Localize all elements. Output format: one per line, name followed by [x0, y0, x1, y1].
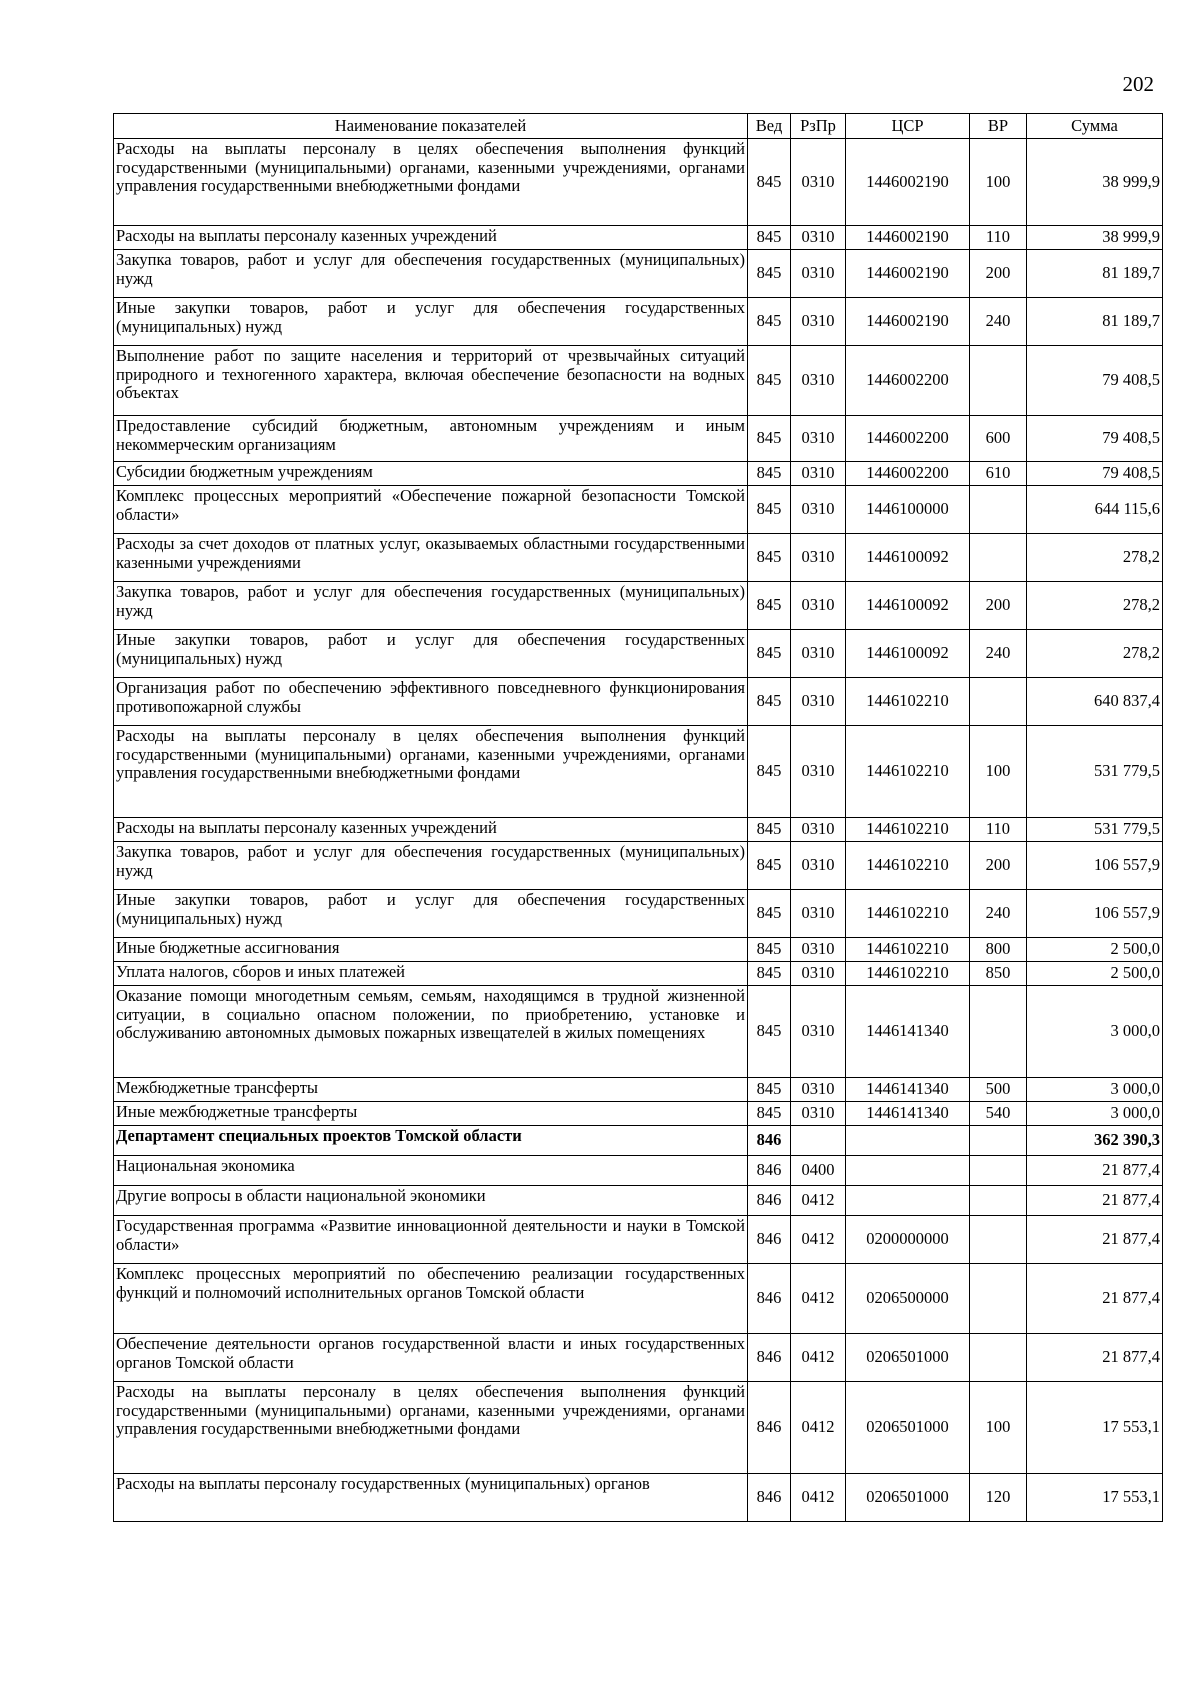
table-row — [114, 630, 1163, 678]
cell-sum: 278,2 — [1027, 534, 1163, 582]
cell-vr — [970, 1156, 1027, 1186]
cell-sum: 21 877,4 — [1027, 1186, 1163, 1216]
cell-rzpr: 0412 — [791, 1264, 846, 1334]
cell-vr — [970, 1334, 1027, 1382]
table-row — [114, 582, 1163, 630]
cell-name: Национальная экономика — [114, 1156, 748, 1186]
cell-ved: 845 — [748, 678, 791, 726]
cell-rzpr: 0310 — [791, 346, 846, 416]
cell-name: Расходы на выплаты персоналу в целях обеспечения выполнения функций государственными (муниципальными) органами, казенными учреждениями, органами управления государственными внебюджетными фондами — [114, 139, 748, 226]
cell-name: Расходы на выплаты персоналу в целях обеспечения выполнения функций государственными (муниципальными) органами, казенными учреждениями, органами управления государственными внебюджетными фондами — [114, 726, 748, 818]
cell-vr: 600 — [970, 416, 1027, 462]
cell-csr: 1446002190 — [846, 298, 970, 346]
cell-rzpr: 0310 — [791, 678, 846, 726]
table-header-row — [114, 114, 1163, 139]
cell-ved: 845 — [748, 582, 791, 630]
table-row — [114, 1186, 1163, 1216]
cell-ved: 846 — [748, 1474, 791, 1522]
cell-rzpr: 0412 — [791, 1382, 846, 1474]
table-row — [114, 818, 1163, 842]
cell-name: Иные межбюджетные трансферты — [114, 1102, 748, 1126]
cell-sum: 644 115,6 — [1027, 486, 1163, 534]
cell-sum: 531 779,5 — [1027, 726, 1163, 818]
cell-rzpr: 0310 — [791, 250, 846, 298]
cell-csr: 0206500000 — [846, 1264, 970, 1334]
cell-sum: 21 877,4 — [1027, 1156, 1163, 1186]
cell-csr: 1446141340 — [846, 1102, 970, 1126]
cell-name: Иные закупки товаров, работ и услуг для обеспечения государственных (муниципальных) нужд — [114, 890, 748, 938]
table-row — [114, 1474, 1163, 1522]
cell-rzpr: 0310 — [791, 818, 846, 842]
cell-sum: 106 557,9 — [1027, 842, 1163, 890]
cell-ved: 846 — [748, 1334, 791, 1382]
table-row — [114, 1078, 1163, 1102]
cell-csr: 1446102210 — [846, 726, 970, 818]
cell-csr: 1446100092 — [846, 582, 970, 630]
cell-vr: 200 — [970, 250, 1027, 298]
cell-ved: 845 — [748, 534, 791, 582]
cell-vr — [970, 534, 1027, 582]
header-vr: ВР — [970, 114, 1027, 139]
cell-ved: 845 — [748, 250, 791, 298]
cell-rzpr: 0310 — [791, 986, 846, 1078]
cell-ved: 845 — [748, 938, 791, 962]
cell-csr: 1446102210 — [846, 962, 970, 986]
cell-ved: 845 — [748, 630, 791, 678]
cell-sum: 21 877,4 — [1027, 1264, 1163, 1334]
cell-sum: 81 189,7 — [1027, 298, 1163, 346]
cell-name: Закупка товаров, работ и услуг для обеспечения государственных (муниципальных) нужд — [114, 250, 748, 298]
cell-csr: 0206501000 — [846, 1334, 970, 1382]
cell-name: Расходы на выплаты персоналу государственных (муниципальных) органов — [114, 1474, 748, 1522]
cell-vr — [970, 1126, 1027, 1156]
cell-vr: 800 — [970, 938, 1027, 962]
cell-rzpr: 0310 — [791, 462, 846, 486]
cell-ved: 845 — [748, 416, 791, 462]
cell-vr: 200 — [970, 582, 1027, 630]
table-row — [114, 226, 1163, 250]
cell-sum: 79 408,5 — [1027, 346, 1163, 416]
cell-sum: 3 000,0 — [1027, 986, 1163, 1078]
table-row — [114, 250, 1163, 298]
cell-csr: 1446102210 — [846, 938, 970, 962]
cell-sum: 2 500,0 — [1027, 962, 1163, 986]
cell-vr: 240 — [970, 298, 1027, 346]
table-row — [114, 726, 1163, 818]
cell-rzpr: 0310 — [791, 534, 846, 582]
cell-rzpr — [791, 1126, 846, 1156]
table-row — [114, 842, 1163, 890]
header-rzpr: РзПр — [791, 114, 846, 139]
cell-ved: 845 — [748, 486, 791, 534]
cell-csr: 1446002200 — [846, 462, 970, 486]
cell-name: Расходы на выплаты персоналу казенных учреждений — [114, 226, 748, 250]
cell-name: Оказание помощи многодетным семьям, семьям, находящимся в трудной жизненной ситуации, в социально опасном положении, по приобретению, установке и обслуживанию автономных дымовых пожарных извещателей в жилых помещениях — [114, 986, 748, 1078]
cell-vr: 110 — [970, 818, 1027, 842]
cell-csr: 1446002190 — [846, 226, 970, 250]
table-row — [114, 678, 1163, 726]
cell-sum: 362 390,3 — [1027, 1126, 1163, 1156]
cell-csr: 1446002190 — [846, 139, 970, 226]
cell-ved: 846 — [748, 1264, 791, 1334]
cell-csr: 1446102210 — [846, 842, 970, 890]
cell-name: Закупка товаров, работ и услуг для обеспечения государственных (муниципальных) нужд — [114, 842, 748, 890]
cell-name: Обеспечение деятельности органов государственной власти и иных государственных органов Томской области — [114, 1334, 748, 1382]
table-body — [114, 139, 1163, 1522]
cell-name: Предоставление субсидий бюджетным, автономным учреждениям и иным некоммерческим организациям — [114, 416, 748, 462]
cell-vr: 500 — [970, 1078, 1027, 1102]
cell-vr: 240 — [970, 890, 1027, 938]
cell-name: Комплекс процессных мероприятий по обеспечению реализации государственных функций и полномочий исполнительных органов Томской области — [114, 1264, 748, 1334]
cell-sum: 21 877,4 — [1027, 1216, 1163, 1264]
cell-ved: 845 — [748, 462, 791, 486]
cell-rzpr: 0400 — [791, 1156, 846, 1186]
table-row — [114, 346, 1163, 416]
cell-name: Субсидии бюджетным учреждениям — [114, 462, 748, 486]
cell-sum: 3 000,0 — [1027, 1102, 1163, 1126]
cell-ved: 845 — [748, 986, 791, 1078]
cell-vr — [970, 486, 1027, 534]
table-row — [114, 298, 1163, 346]
header-ved: Вед — [748, 114, 791, 139]
cell-csr: 0206501000 — [846, 1474, 970, 1522]
table-row — [114, 1334, 1163, 1382]
cell-ved: 845 — [748, 346, 791, 416]
cell-rzpr: 0310 — [791, 630, 846, 678]
cell-rzpr: 0412 — [791, 1474, 846, 1522]
table-row — [114, 1382, 1163, 1474]
cell-name: Организация работ по обеспечению эффективного повседневного функционирования противопожарной службы — [114, 678, 748, 726]
cell-csr: 1446002190 — [846, 250, 970, 298]
cell-sum: 79 408,5 — [1027, 462, 1163, 486]
cell-vr — [970, 986, 1027, 1078]
cell-rzpr: 0310 — [791, 962, 846, 986]
cell-ved: 845 — [748, 842, 791, 890]
cell-csr: 1446141340 — [846, 1078, 970, 1102]
cell-csr — [846, 1126, 970, 1156]
cell-name: Государственная программа «Развитие инновационной деятельности и науки в Томской области» — [114, 1216, 748, 1264]
cell-ved: 846 — [748, 1382, 791, 1474]
cell-name: Иные бюджетные ассигнования — [114, 938, 748, 962]
cell-name: Расходы за счет доходов от платных услуг, оказываемых областными государственными казенными учреждениями — [114, 534, 748, 582]
cell-name: Другие вопросы в области национальной экономики — [114, 1186, 748, 1216]
cell-csr: 1446100092 — [846, 630, 970, 678]
cell-vr — [970, 1264, 1027, 1334]
table-row — [114, 1264, 1163, 1334]
table-row — [114, 416, 1163, 462]
cell-name: Закупка товаров, работ и услуг для обеспечения государственных (муниципальных) нужд — [114, 582, 748, 630]
table-row — [114, 1216, 1163, 1264]
cell-rzpr: 0310 — [791, 1102, 846, 1126]
cell-name: Расходы на выплаты персоналу казенных учреждений — [114, 818, 748, 842]
cell-csr — [846, 1156, 970, 1186]
table-row — [114, 890, 1163, 938]
cell-sum: 278,2 — [1027, 582, 1163, 630]
cell-sum: 79 408,5 — [1027, 416, 1163, 462]
cell-csr: 1446100092 — [846, 534, 970, 582]
cell-ved: 845 — [748, 1102, 791, 1126]
cell-vr: 610 — [970, 462, 1027, 486]
table-row — [114, 962, 1163, 986]
cell-rzpr: 0310 — [791, 298, 846, 346]
cell-ved: 846 — [748, 1186, 791, 1216]
cell-name: Департамент специальных проектов Томской области — [114, 1126, 748, 1156]
cell-sum: 106 557,9 — [1027, 890, 1163, 938]
cell-csr: 1446102210 — [846, 818, 970, 842]
cell-ved: 845 — [748, 226, 791, 250]
cell-name: Межбюджетные трансферты — [114, 1078, 748, 1102]
table-row — [114, 139, 1163, 226]
cell-csr: 1446141340 — [846, 986, 970, 1078]
cell-rzpr: 0412 — [791, 1334, 846, 1382]
table-row — [114, 1102, 1163, 1126]
page-number: 202 — [1122, 72, 1154, 96]
cell-name: Расходы на выплаты персоналу в целях обеспечения выполнения функций государственными (муниципальными) органами, казенными учреждениями, органами управления государственными внебюджетными фондами — [114, 1382, 748, 1474]
table-row — [114, 938, 1163, 962]
cell-rzpr: 0310 — [791, 226, 846, 250]
table-row — [114, 486, 1163, 534]
table-row — [114, 986, 1163, 1078]
cell-ved: 846 — [748, 1216, 791, 1264]
cell-rzpr: 0310 — [791, 890, 846, 938]
cell-sum: 531 779,5 — [1027, 818, 1163, 842]
cell-csr: 0200000000 — [846, 1216, 970, 1264]
cell-rzpr: 0310 — [791, 842, 846, 890]
cell-vr — [970, 1186, 1027, 1216]
cell-rzpr: 0310 — [791, 486, 846, 534]
cell-csr: 1446102210 — [846, 678, 970, 726]
cell-sum: 2 500,0 — [1027, 938, 1163, 962]
cell-ved: 845 — [748, 890, 791, 938]
cell-name: Иные закупки товаров, работ и услуг для обеспечения государственных (муниципальных) нужд — [114, 630, 748, 678]
cell-vr: 100 — [970, 726, 1027, 818]
cell-sum: 81 189,7 — [1027, 250, 1163, 298]
cell-rzpr: 0412 — [791, 1186, 846, 1216]
cell-rzpr: 0310 — [791, 1078, 846, 1102]
cell-rzpr: 0310 — [791, 938, 846, 962]
cell-csr — [846, 1186, 970, 1216]
table-row — [114, 534, 1163, 582]
cell-csr: 1446102210 — [846, 890, 970, 938]
cell-sum: 17 553,1 — [1027, 1382, 1163, 1474]
cell-vr: 100 — [970, 1382, 1027, 1474]
cell-rzpr: 0412 — [791, 1216, 846, 1264]
cell-name: Комплекс процессных мероприятий «Обеспечение пожарной безопасности Томской области» — [114, 486, 748, 534]
table-row — [114, 462, 1163, 486]
cell-name: Выполнение работ по защите населения и территорий от чрезвычайных ситуаций природного и техногенного характера, включая обеспечение безопасности на водных объектах — [114, 346, 748, 416]
cell-sum: 3 000,0 — [1027, 1078, 1163, 1102]
cell-ved: 845 — [748, 818, 791, 842]
cell-csr: 1446100000 — [846, 486, 970, 534]
cell-vr: 100 — [970, 139, 1027, 226]
cell-csr: 1446002200 — [846, 346, 970, 416]
cell-vr — [970, 1216, 1027, 1264]
cell-vr — [970, 678, 1027, 726]
cell-rzpr: 0310 — [791, 416, 846, 462]
budget-table — [113, 113, 1163, 1522]
cell-rzpr: 0310 — [791, 139, 846, 226]
cell-ved: 846 — [748, 1156, 791, 1186]
cell-ved: 845 — [748, 139, 791, 226]
header-sum: Сумма — [1027, 114, 1163, 139]
cell-vr — [970, 346, 1027, 416]
cell-ved: 845 — [748, 298, 791, 346]
cell-sum: 278,2 — [1027, 630, 1163, 678]
cell-vr: 120 — [970, 1474, 1027, 1522]
cell-csr: 1446002200 — [846, 416, 970, 462]
cell-ved: 845 — [748, 726, 791, 818]
header-name: Наименование показателей — [114, 114, 748, 139]
cell-ved: 846 — [748, 1126, 791, 1156]
cell-vr: 540 — [970, 1102, 1027, 1126]
header-csr: ЦСР — [846, 114, 970, 139]
cell-sum: 640 837,4 — [1027, 678, 1163, 726]
cell-rzpr: 0310 — [791, 726, 846, 818]
cell-sum: 21 877,4 — [1027, 1334, 1163, 1382]
cell-vr: 110 — [970, 226, 1027, 250]
cell-ved: 845 — [748, 1078, 791, 1102]
cell-rzpr: 0310 — [791, 582, 846, 630]
cell-vr: 850 — [970, 962, 1027, 986]
cell-vr: 240 — [970, 630, 1027, 678]
table-row — [114, 1156, 1163, 1186]
table-row — [114, 1126, 1163, 1156]
cell-ved: 845 — [748, 962, 791, 986]
cell-name: Иные закупки товаров, работ и услуг для обеспечения государственных (муниципальных) нужд — [114, 298, 748, 346]
cell-sum: 17 553,1 — [1027, 1474, 1163, 1522]
cell-sum: 38 999,9 — [1027, 226, 1163, 250]
cell-sum: 38 999,9 — [1027, 139, 1163, 226]
cell-csr: 0206501000 — [846, 1382, 970, 1474]
cell-vr: 200 — [970, 842, 1027, 890]
cell-name: Уплата налогов, сборов и иных платежей — [114, 962, 748, 986]
